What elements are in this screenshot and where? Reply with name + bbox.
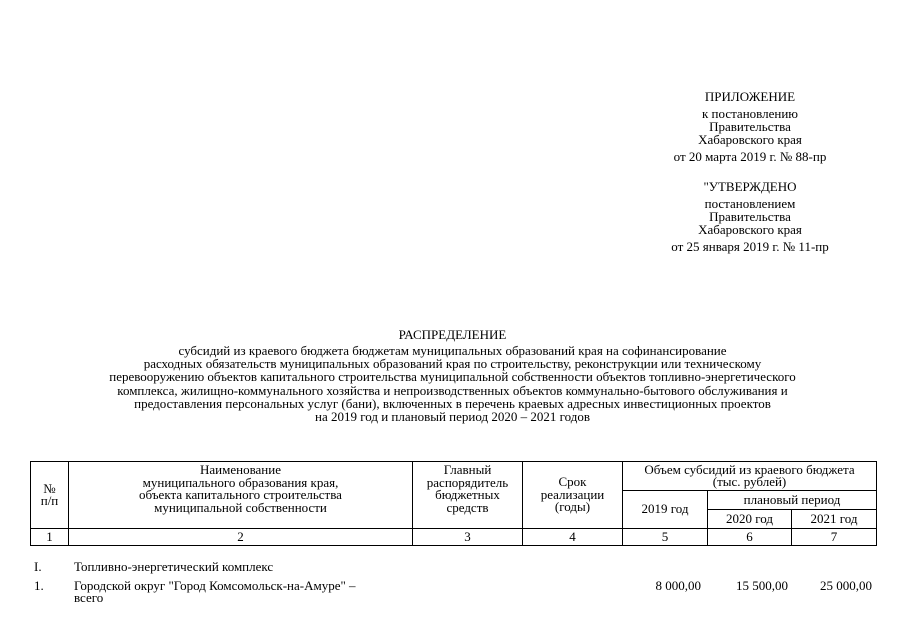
column-number: 2 [69, 529, 413, 546]
row-name: Топливно-энергетический комплекс [74, 559, 274, 574]
header-2020: 2020 год [708, 510, 792, 529]
row-value-2021: 25 000,00 [820, 578, 872, 593]
column-number: 3 [413, 529, 523, 546]
header-name-line: объекта капитального строительства [139, 487, 342, 502]
row-name-continued: всего [74, 590, 104, 605]
header-manager-line: средств [446, 499, 489, 515]
column-number: 7 [792, 529, 877, 546]
subtitle-line: предоставления персональных услуг (бани), включенных в перечень краевых адресных инвестиционных проектов [134, 395, 771, 411]
approved-stamp [600, 180, 900, 253]
header-manager-line: распорядитель [426, 474, 509, 490]
header-name-line: муниципальной собственности [154, 499, 327, 515]
header-volume-line: (тыс. рублей) [712, 474, 787, 489]
header-term-line: (годы) [554, 499, 591, 515]
row-number: 1. [34, 578, 44, 593]
approved-line-1: постановлением [704, 196, 796, 211]
appendix-title: ПРИЛОЖЕНИЕ [704, 89, 796, 104]
header-volume [623, 462, 877, 491]
subtitle-line: на 2019 год и плановый период 2020 – 2021 годов [315, 409, 590, 425]
document-title: РАСПРЕДЕЛЕНИЕ [398, 327, 507, 342]
header-num [31, 462, 69, 529]
document-subtitle [0, 344, 905, 423]
header-term-line: Срок [558, 474, 587, 490]
header-name-line: Наименование [200, 462, 281, 477]
appendix-line-1: к постановлению [701, 106, 799, 121]
column-number: 4 [523, 529, 623, 546]
header-num-line: № [43, 480, 56, 496]
subtitle-line: расходных обязательств муниципальных образований края по строительству, реконструкции или техническому [143, 356, 762, 372]
appendix-date: от 20 марта 2019 г. № 88-пр [673, 149, 827, 164]
header-name [69, 462, 413, 529]
column-number: 6 [708, 529, 792, 546]
header-volume-line: Объем субсидий из краевого бюджета [644, 461, 855, 477]
row-value-2020: 15 500,00 [736, 578, 788, 593]
header-2021: 2021 год [792, 510, 877, 529]
row-number: I. [34, 559, 42, 574]
approved-line-2: Правительства [709, 209, 791, 224]
header-num-line: п/п [40, 493, 59, 508]
header-term-line: реализации [540, 486, 605, 502]
column-number: 5 [623, 529, 708, 546]
distribution-table-header [30, 461, 877, 546]
appendix-line-3: Хабаровского края [698, 132, 802, 147]
subtitle-line: субсидий из краевого бюджета бюджетам муниципальных образований края на софинансирование [178, 343, 727, 358]
header-manager [413, 462, 523, 529]
approved-title: "УТВЕРЖДЕНО [703, 179, 797, 194]
row-name: Городской округ "Город Комсомольск-на-Амуре" – [74, 578, 356, 593]
header-manager-line: Главный [443, 462, 492, 477]
subtitle-line: комплекса, жилищно-коммунального хозяйства и непроизводственных объектов коммунально-бытового обслуживания и [117, 382, 788, 398]
header-planned-period: плановый период [708, 491, 877, 510]
header-manager-line: бюджетных [435, 487, 500, 502]
column-number: 1 [31, 529, 69, 546]
header-2019: 2019 год [623, 491, 708, 529]
header-name-line: муниципального образования края, [142, 474, 339, 490]
subtitle-line: перевооружению объектов капитального строительства муниципальной собственности объектов топливно-энергетического [109, 369, 796, 385]
approved-line-3: Хабаровского края [698, 222, 802, 237]
row-value-2019: 8 000,00 [655, 578, 701, 593]
header-term [523, 462, 623, 529]
appendix-stamp [600, 90, 900, 163]
approved-date: от 25 января 2019 г. № 11-пр [671, 239, 829, 254]
appendix-line-2: Правительства [709, 119, 791, 134]
